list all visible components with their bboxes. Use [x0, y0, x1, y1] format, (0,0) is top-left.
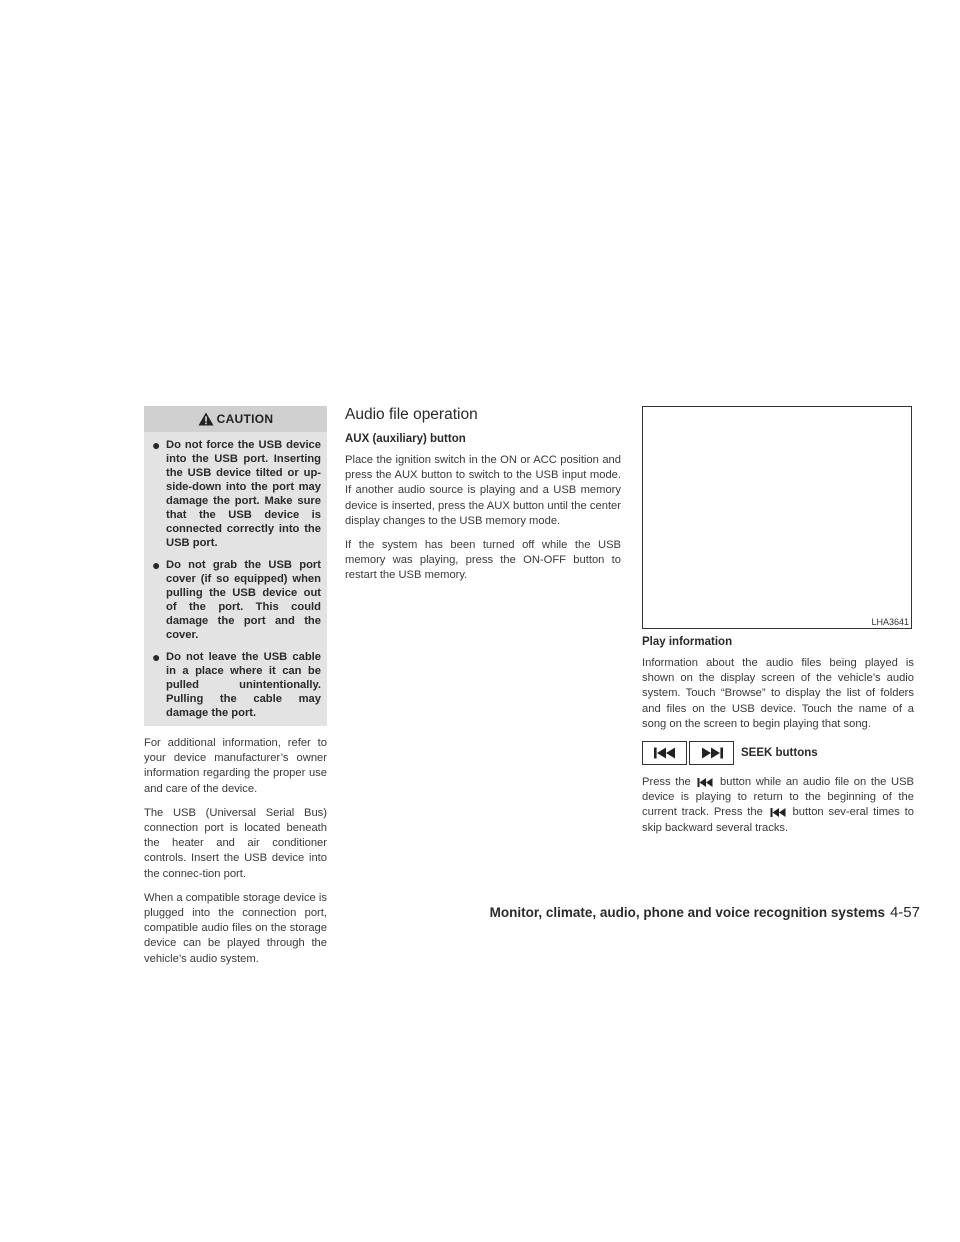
caution-box	[144, 406, 327, 726]
figure-code: LHA3641	[871, 617, 909, 627]
seek-forward-button	[689, 741, 734, 765]
figure-frame	[642, 406, 912, 629]
skip-back-icon	[653, 747, 677, 759]
caution-header	[144, 406, 327, 432]
paragraph: For additional information, refer to your device manufacturer’s owner information regarding the proper use and care of the device.	[144, 737, 327, 795]
caution-title: CAUTION	[216, 412, 274, 426]
warning-icon	[198, 412, 214, 426]
skip-back-icon	[770, 808, 786, 817]
bullet-icon: ●	[152, 557, 161, 573]
skip-back-icon	[697, 778, 713, 787]
paragraph: If the system has been turned off while the USB memory was playing, press the ON-OFF button to restart the USB memory.	[345, 539, 621, 582]
play-heading: Play information	[642, 636, 733, 648]
paragraph: The USB (Universal Serial Bus) connection port is located beneath the heater and air conditioner controls. Insert the USB device into the connec-tion port.	[144, 806, 327, 880]
paragraph: Press the button while an audio file on the USB device is playing to return to the beginning of the current track. Press the button sev-eral times to skip backward several tracks.	[642, 776, 915, 834]
chapter-title: Monitor, climate, audio, phone and voice recognition systems	[489, 905, 885, 920]
page-number: 4-57	[889, 904, 920, 921]
skip-forward-icon	[700, 747, 724, 759]
left-column	[144, 406, 327, 976]
caution-item: ● Do not grab the USB port cover (if so equipped) when pulling the USB device out of the port. This could damage the port and the cover.	[152, 557, 321, 641]
paragraph: Place the ignition switch in the ON or ACC position and press the AUX button to switch to the USB input mode. If another audio source is playing and a USB memory device is inserted, press the AUX button until the center display changes to the USB memory mode.	[345, 454, 621, 527]
paragraph: When a compatible storage device is plugged into the connection port, compatible audio files on the storage device can be played through the vehicle’s audio system.	[144, 891, 327, 965]
seek-buttons-row	[642, 741, 914, 765]
caution-list	[152, 438, 321, 720]
page-footer	[425, 904, 920, 921]
section-title: Audio file operation	[345, 406, 478, 423]
seek-back-button	[642, 741, 687, 765]
seek-label: SEEK buttons	[741, 747, 818, 760]
paragraph: Information about the audio files being played is shown on the display screen of the vehicle’s audio system. Touch “Browse” to display the list of folders and files on the USB device. Touch the name of a song on the screen to begin playing that song.	[642, 657, 914, 730]
aux-heading: AUX (auxiliary) button	[345, 433, 466, 445]
middle-column	[345, 406, 621, 593]
caution-item: ● Do not force the USB device into the USB port. Inserting the USB device tilted or up-side-down into the port may damage the port. Make sure that the USB device is connected correctly into the USB port.	[152, 437, 321, 549]
bullet-icon: ●	[152, 649, 161, 665]
caution-item: ● Do not leave the USB cable in a place where it can be pulled unintentionally. Pulling the cable may damage the port.	[152, 649, 321, 719]
right-column	[642, 406, 914, 845]
bullet-icon: ●	[152, 437, 161, 453]
